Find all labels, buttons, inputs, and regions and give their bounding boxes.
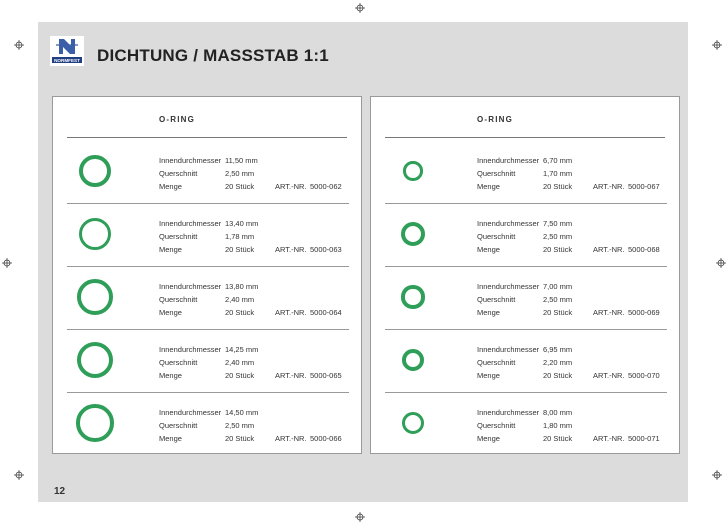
entry-divider [67,392,349,393]
registration-mark-icon [355,3,365,13]
inner-diameter-value: 7,50 mm [543,219,573,228]
o-ring-entry [371,145,681,209]
panel-heading: O-RING [159,115,196,124]
inner-diameter-value: 8,00 mm [543,408,573,417]
o-ring-panel-right [370,96,680,454]
o-ring-icon [79,155,111,187]
quantity-value: 20 Stück [225,434,255,443]
inner-diameter-label: Innendurchmesser [159,408,222,417]
cross-section-value: 2,50 mm [543,232,573,241]
quantity-label: Menge [477,371,500,380]
inner-diameter-label: Innendurchmesser [477,219,540,228]
o-ring-icon [401,285,424,308]
o-ring-entry [53,208,363,272]
inner-diameter-label: Innendurchmesser [159,282,222,291]
o-ring-entry [53,334,363,398]
inner-diameter-label: Innendurchmesser [477,408,540,417]
page-number: 12 [54,486,66,497]
article-number-value: 5000-062 [310,182,342,191]
inner-diameter-label: Innendurchmesser [477,282,540,291]
quantity-label: Menge [159,434,182,443]
cross-section-value: 1,78 mm [225,232,255,241]
heading-divider [385,137,665,138]
article-number-value: 5000-068 [628,245,660,254]
quantity-label: Menge [159,308,182,317]
article-number-label: ART.-NR. [593,371,625,380]
cross-section-label: Querschnitt [159,358,198,367]
registration-mark-icon [712,470,722,480]
entry-divider [67,203,349,204]
o-ring-entry [371,208,681,272]
quantity-value: 20 Stück [225,182,255,191]
entry-divider [385,329,667,330]
inner-diameter-value: 14,50 mm [225,408,259,417]
registration-mark-icon [14,470,24,480]
cross-section-label: Querschnitt [159,295,198,304]
cross-section-value: 2,50 mm [543,295,573,304]
article-number-label: ART.-NR. [275,434,307,443]
o-ring-icon [77,279,113,315]
o-ring-icon [401,222,425,246]
article-number-value: 5000-069 [628,308,660,317]
o-ring-icon [402,349,424,371]
article-number-value: 5000-070 [628,371,660,380]
cross-section-value: 2,40 mm [225,358,255,367]
quantity-value: 20 Stück [225,245,255,254]
cross-section-label: Querschnitt [477,232,516,241]
quantity-value: 20 Stück [543,245,573,254]
cross-section-value: 2,50 mm [225,421,255,430]
panel-heading: O-RING [477,115,514,124]
registration-mark-icon [716,258,726,268]
entry-divider [385,203,667,204]
quantity-label: Menge [159,182,182,191]
o-ring-icon [403,161,422,180]
inner-diameter-value: 13,80 mm [225,282,259,291]
article-number-value: 5000-065 [310,371,342,380]
article-number-label: ART.-NR. [275,308,307,317]
article-number-label: ART.-NR. [275,182,307,191]
logo-text: NORMFEST [54,58,80,63]
quantity-label: Menge [159,245,182,254]
o-ring-entry [371,334,681,398]
cross-section-label: Querschnitt [159,421,198,430]
entry-divider [385,266,667,267]
article-number-label: ART.-NR. [275,371,307,380]
article-number-value: 5000-066 [310,434,342,443]
o-ring-icon [76,404,113,441]
cross-section-label: Querschnitt [159,232,198,241]
quantity-value: 20 Stück [543,308,573,317]
inner-diameter-label: Innendurchmesser [159,156,222,165]
cross-section-value: 1,80 mm [543,421,573,430]
article-number-label: ART.-NR. [593,245,625,254]
cross-section-label: Querschnitt [477,169,516,178]
normfest-logo [50,36,84,66]
quantity-value: 20 Stück [543,434,573,443]
quantity-value: 20 Stück [225,308,255,317]
o-ring-panel-left [52,96,362,454]
cross-section-label: Querschnitt [477,421,516,430]
quantity-label: Menge [477,182,500,191]
inner-diameter-label: Innendurchmesser [159,345,222,354]
cross-section-label: Querschnitt [477,358,516,367]
page-title: DICHTUNG / MASSSTAB 1:1 [97,46,329,65]
entry-divider [67,329,349,330]
article-number-value: 5000-071 [628,434,660,443]
inner-diameter-value: 14,25 mm [225,345,259,354]
article-number-label: ART.-NR. [593,434,625,443]
cross-section-label: Querschnitt [477,295,516,304]
registration-mark-icon [2,258,12,268]
heading-divider [67,137,347,138]
o-ring-entry [53,145,363,209]
entry-divider [67,266,349,267]
article-number-label: ART.-NR. [593,182,625,191]
inner-diameter-label: Innendurchmesser [477,345,540,354]
o-ring-entry [371,397,681,461]
cross-section-value: 2,50 mm [225,169,255,178]
cross-section-label: Querschnitt [159,169,198,178]
quantity-label: Menge [477,434,500,443]
article-number-value: 5000-067 [628,182,660,191]
inner-diameter-label: Innendurchmesser [159,219,222,228]
article-number-label: ART.-NR. [593,308,625,317]
cross-section-value: 2,20 mm [543,358,573,367]
inner-diameter-value: 11,50 mm [225,156,258,165]
inner-diameter-value: 7,00 mm [543,282,573,291]
registration-mark-icon [355,512,365,522]
o-ring-icon [77,342,114,379]
quantity-value: 20 Stück [543,371,573,380]
quantity-label: Menge [477,245,500,254]
o-ring-icon [79,218,112,251]
article-number-value: 5000-063 [310,245,342,254]
inner-diameter-label: Innendurchmesser [477,156,540,165]
quantity-value: 20 Stück [225,371,255,380]
article-number-label: ART.-NR. [275,245,307,254]
o-ring-icon [402,412,424,434]
quantity-label: Menge [159,371,182,380]
o-ring-entry [53,271,363,335]
entry-divider [385,392,667,393]
o-ring-entry [371,271,681,335]
cross-section-value: 2,40 mm [225,295,255,304]
article-number-value: 5000-064 [310,308,342,317]
quantity-label: Menge [477,308,500,317]
inner-diameter-value: 6,70 mm [543,156,573,165]
inner-diameter-value: 6,95 mm [543,345,573,354]
registration-mark-icon [14,40,24,50]
o-ring-entry [53,397,363,461]
cross-section-value: 1,70 mm [543,169,573,178]
registration-mark-icon [712,40,722,50]
quantity-value: 20 Stück [543,182,573,191]
inner-diameter-value: 13,40 mm [225,219,259,228]
